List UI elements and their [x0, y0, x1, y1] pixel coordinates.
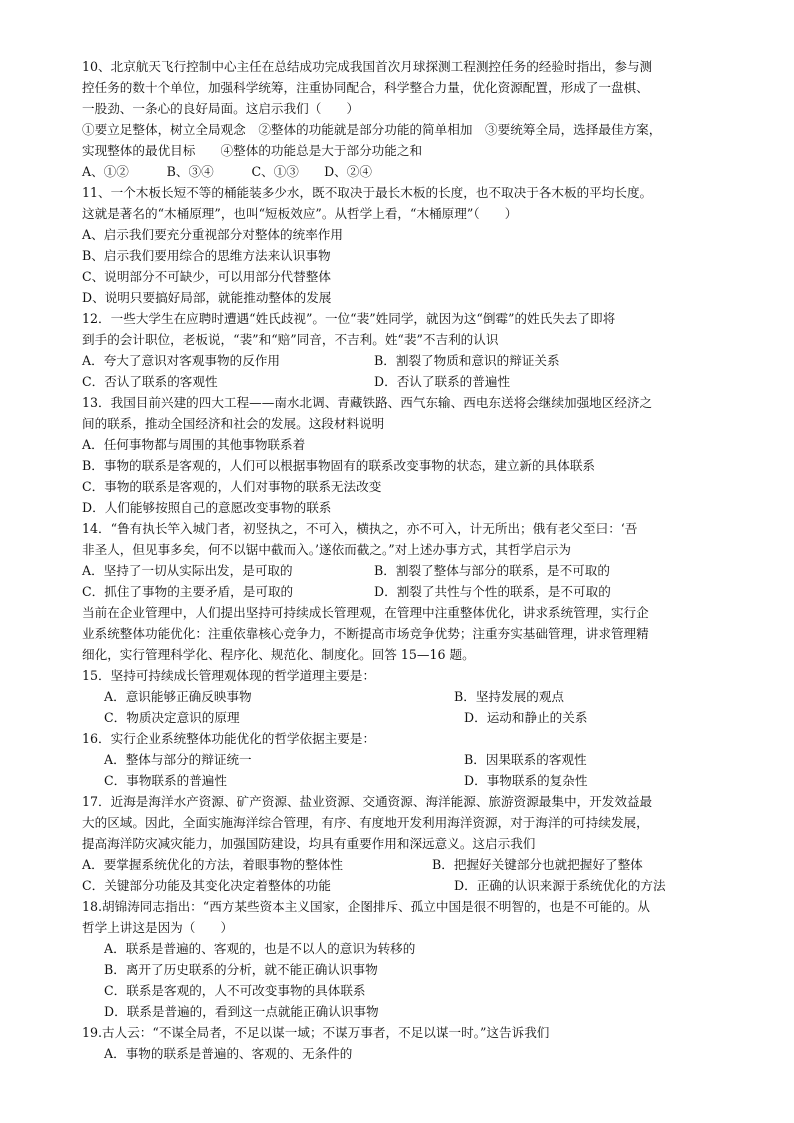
- option-c: C．事物的联系是客观的，人们对事物的联系无法改变: [82, 479, 382, 494]
- question-stem-line: 非圣人，但见事多矣，何不以锯中截而入。’遂依而截之。”对上述办事方式，其哲学启示为: [82, 542, 571, 557]
- question-stem-line: 间的联系，推动全国经济和社会的发展。这段材料说明: [82, 416, 385, 431]
- question-15: [82, 665, 722, 728]
- option-d: D．割裂了共性与个性的联系，是不可取的: [374, 584, 611, 599]
- option-row: [82, 371, 722, 392]
- option-a: A．事物的联系是普遍的、客观的、无条件的: [104, 1046, 353, 1061]
- option-b: B．事物的联系是客观的，人们可以根据事物固有的联系改变事物的状态，建立新的具体联系: [82, 458, 596, 473]
- question-stem-line: 17．近海是海洋水产资源、矿产资源、盐业资源、交通资源、海洋能源、旅游资源最集中，开发效益最: [82, 794, 653, 809]
- question-stem-line: 15．坚持可持续成长管理观体现的哲学道理主要是：: [82, 668, 376, 683]
- question-stem-line: 13．我国目前兴建的四大工程——南水北调、青藏铁路、西气东输、西电东送将会继续加强地区经济之: [82, 395, 653, 410]
- question-19: [82, 1022, 722, 1064]
- question-stem-line: 到手的会计职位，老板说，“裴”和“赔”同音，不吉利。姓“裴”不吉利的认识: [82, 332, 499, 347]
- option-d: D．联系是普遍的，看到这一点就能正确认识事物: [104, 1004, 379, 1019]
- option-row: [82, 875, 722, 896]
- option-line: A、①② B、③④ C、①③ D、②④: [82, 164, 372, 179]
- option-d: D．人们能够按照自己的意愿改变事物的联系: [82, 500, 332, 515]
- option-b: B．坚持发展的观点: [454, 689, 565, 704]
- option-a: A．整体与部分的辩证统一: [104, 752, 252, 767]
- passage-line: 细化，实行管理科学化、程序化、规范化、制度化。回答 15—16 题。: [82, 647, 475, 662]
- question-stem-line: 10、北京航天飞行控制中心主任在总结成功完成我国首次月球探测工程测控任务的经验时指出，参与测: [82, 59, 653, 74]
- question-stem-line: 控任务的数十个单位，加强科学统筹，注重协同配合，科学整合力量，优化资源配置，形成了一盘棋、: [82, 80, 649, 95]
- option-a: A．联系是普遍的、客观的，也是不以人的意识为转移的: [104, 941, 416, 956]
- question-16: [82, 728, 722, 791]
- question-12: [82, 308, 722, 392]
- option-d: D．运动和静止的关系: [464, 710, 588, 725]
- option-c: C．联系是客观的，人不可改变事物的具体联系: [104, 983, 366, 998]
- option-a: A．夸大了意识对客观事物的反作用: [82, 353, 281, 368]
- option-a: A．坚持了一切从实际出发，是可取的: [82, 563, 293, 578]
- option-row: [82, 686, 722, 707]
- option-b: B．割裂了整体与部分的联系，是不可取的: [374, 563, 610, 578]
- option-b: B、启示我们要用综合的思维方法来认识事物: [82, 248, 331, 263]
- statement-line: ①要立足整体，树立全局观念 ②整体的功能就是部分功能的简单相加 ③要统筹全局，选择最佳方案，: [82, 122, 662, 137]
- question-stem-line: 哲学上讲这是因为（ ）: [82, 920, 234, 935]
- question-stem-line: 16．实行企业系统整体功能优化的哲学依据主要是：: [82, 731, 376, 746]
- question-stem-line: 这就是著名的“木桶原理”，也叫“短板效应”。从哲学上看，“木桶原理”（ ）: [82, 206, 518, 221]
- option-row: [82, 854, 722, 875]
- question-18: [82, 896, 722, 1022]
- passage-line: 当前在企业管理中，人们提出坚持可持续成长管理观，在管理中注重整体优化，讲求系统管理，实行企: [82, 605, 649, 620]
- question-stem-line: 14．“鲁有执长竿入城门者，初竖执之，不可入，横执之，亦不可入，计无所出；俄有老父至曰：‘吾: [82, 521, 638, 536]
- option-c: C．否认了联系的客观性: [82, 374, 218, 389]
- option-c: C、说明部分不可缺少，可以用部分代替整体: [82, 269, 331, 284]
- question-stem-line: 11、一个木板长短不等的桶能装多少水，既不取决于最长木板的长度，也不取决于各木板的平均长度。: [82, 185, 653, 200]
- option-b: B．离开了历史联系的分析，就不能正确认识事物: [104, 962, 378, 977]
- question-11: [82, 182, 722, 308]
- passage-line: 业系统整体功能优化：注重依靠核心竞争力，不断提高市场竞争优势；注重夯实基础管理，讲求管理精: [82, 626, 649, 641]
- option-c: C．关键部分功能及其变化决定着整体的功能: [82, 878, 331, 893]
- question-stem-line: 18.胡锦涛同志指出：“西方某些资本主义国家，企图排斥、孤立中国是很不明智的，也是不可能的。从: [82, 899, 650, 914]
- option-row: [82, 749, 722, 770]
- question-stem-line: 19.古人云：“不谋全局者，不足以谋一域；不谋万事者，不足以谋一时。”这告诉我们: [82, 1025, 550, 1040]
- option-d: D．否认了联系的普遍性: [374, 374, 511, 389]
- option-d: D．正确的认识来源于系统优化的方法: [454, 878, 666, 893]
- exam-document: [82, 56, 722, 1064]
- reading-passage: [82, 602, 722, 665]
- option-c: C．物质决定意识的原理: [104, 710, 240, 725]
- option-c: C．抓住了事物的主要矛盾，是可取的: [82, 584, 294, 599]
- question-stem-line: 12．一些大学生在应聘时遭遇“姓氏歧视”。一位“裴”姓同学，就因为这“倒霉”的姓氏失去了即将: [82, 311, 616, 326]
- option-d: D．事物联系的复杂性: [464, 773, 588, 788]
- question-stem-line: 一股劲、一条心的良好局面。这启示我们（ ）: [82, 101, 360, 116]
- question-stem-line: 提高海洋防灾减灾能力，加强国防建设，均具有重要作用和深远意义。这启示我们: [82, 836, 536, 851]
- option-a: A．意识能够正确反映事物: [104, 689, 252, 704]
- option-a: A．任何事物都与周围的其他事物联系着: [82, 437, 306, 452]
- question-10: [82, 56, 722, 182]
- option-b: B．把握好关键部分也就把握好了整体: [432, 857, 643, 872]
- option-row: [82, 770, 722, 791]
- question-17: [82, 791, 722, 896]
- option-row: [82, 350, 722, 371]
- option-row: [82, 581, 722, 602]
- option-row: [82, 707, 722, 728]
- option-b: B．割裂了物质和意识的辩证关系: [374, 353, 560, 368]
- statement-line: 实现整体的最优目标 ④整体的功能总是大于部分功能之和: [82, 143, 423, 158]
- question-stem-line: 大的区域。因此，全面实施海洋综合管理，有序、有度地开发利用海洋资源，对于海洋的可持续发展，: [82, 815, 649, 830]
- option-c: C．事物联系的普遍性: [104, 773, 227, 788]
- question-14: [82, 518, 722, 602]
- option-b: B．因果联系的客观性: [464, 752, 587, 767]
- option-row: [82, 560, 722, 581]
- option-a: A、启示我们要充分重视部分对整体的统率作用: [82, 227, 343, 242]
- option-d: D、说明只要搞好局部，就能推动整体的发展: [82, 290, 332, 305]
- question-13: [82, 392, 722, 518]
- option-a: A．要掌握系统优化的方法，着眼事物的整体性: [82, 857, 343, 872]
